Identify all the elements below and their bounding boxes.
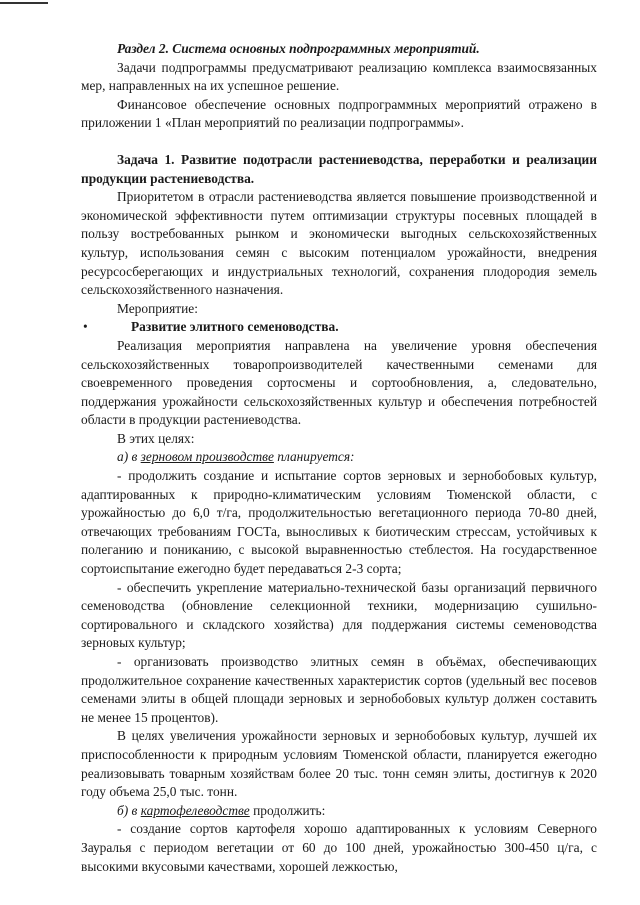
grain-suffix: планируется:: [273, 449, 355, 465]
paragraph-potato-varieties: - создание сортов картофеля хорошо адаптированных к условиям Северного Зауралья с периодом вегетации от 60 до 100 дней, урожайностью 300-450 ц/га, с высокими вкусовыми качествами, хорошей лежкостью,: [81, 821, 597, 874]
measure-bullet-item: [81, 318, 597, 337]
paragraph-material-base: - обеспечить укрепление материально-технической базы организаций первичного семеноводства (обновление селекционной техники, модернизацию сушильно-сортировального и складского хозяйства) для поддержания системы семеноводства зерновых культур;: [81, 579, 597, 651]
grain-subheading: [81, 448, 597, 467]
potato-prefix: б) в: [117, 802, 141, 818]
potato-term: картофелеводстве: [140, 802, 250, 818]
grain-prefix: а) в: [117, 449, 141, 465]
potato-subheading: [81, 802, 597, 821]
paragraph-elite-seeds: - организовать производство элитных семян в объёмах, обеспечивающих продолжительное сохранение качественных характеристик сортов (удельный вес посевов семенами элиты в общей площади зерновых и зернобобовых культур должен составить не менее 15 процентов).: [81, 654, 597, 725]
paragraph-financing: Финансовое обеспечение основных подпрограммных мероприятий отражено в приложении 1 «План мероприятий по реализации подпрограммы».: [81, 96, 597, 131]
section-heading: Раздел 2. Система основных подпрограммных мероприятий.: [117, 41, 480, 56]
document-page: [81, 40, 597, 876]
top-rule-line: [0, 2, 48, 4]
paragraph-grain-varieties: - продолжить создание и испытание сортов зерновых и зернобобовых культур, адаптированных к природно-климатическим условиям Тюменской области, с урожайностью до 6,0 т/га, продолжительностью вегетационного периода 70-80 дней, отвечающих требованиям ГОСТа, выносливых к биотическим стрессам, устойчивых к полеганию и пониканию, с высокой выравненностью стеблестоя. На государственное сортоиспытание ежегодно будет передаваться 2-3 сорта;: [81, 468, 597, 577]
paragraph-measure-goal: Реализация мероприятия направлена на увеличение уровня обеспечения сельскохозяйственных товаропроизводителей качественными семенами для своевременного проведения сортосмены и сортообновления, а, следовательно, поддержания урожайности сельскохозяйственных культур и обеспечения потребностей области в продукции растениеводства.: [81, 337, 597, 428]
paragraph-for-these-purposes: В этих целях:: [117, 430, 195, 446]
task-heading: Задача 1. Развитие подотрасли растениеводства, переработки и реализации продукции растениеводства.: [81, 151, 597, 186]
paragraph-priority: Приоритетом в отрасли растениеводства является повышение производственной и экономической эффективности путем оптимизации структуры посевных площадей в пользу востребованных рынком и экономически выгодных сельскохозяйственных культур, использования семян с высоким потенциалом урожайности, внедрения ресурсосберегающих и индустриальных технологий, сохранения плодородия земель сельскохозяйственного назначения.: [81, 189, 597, 298]
paragraph-tasks: Задачи подпрограммы предусматривают реализацию комплекса взаимосвязанных мер, направленных на их успешное решение.: [81, 59, 597, 94]
bullet-icon: •: [83, 319, 88, 335]
measure-label: Мероприятие:: [117, 300, 198, 316]
measure-bullet-title: Развитие элитного семеноводства.: [131, 319, 339, 335]
paragraph-yield-increase: В целях увеличения урожайности зерновых и зернобобовых культур, лучшей их приспособленности к природным условиям Тюменской области, планируется ежегодно реализовывать товарным хозяйствам более 20 тыс. тонн семян элиты, достигнув к 2020 году объема 25,0 тыс. тонн.: [81, 728, 597, 800]
potato-suffix: продолжить:: [249, 802, 326, 818]
grain-term: зерновом производстве: [140, 449, 274, 465]
